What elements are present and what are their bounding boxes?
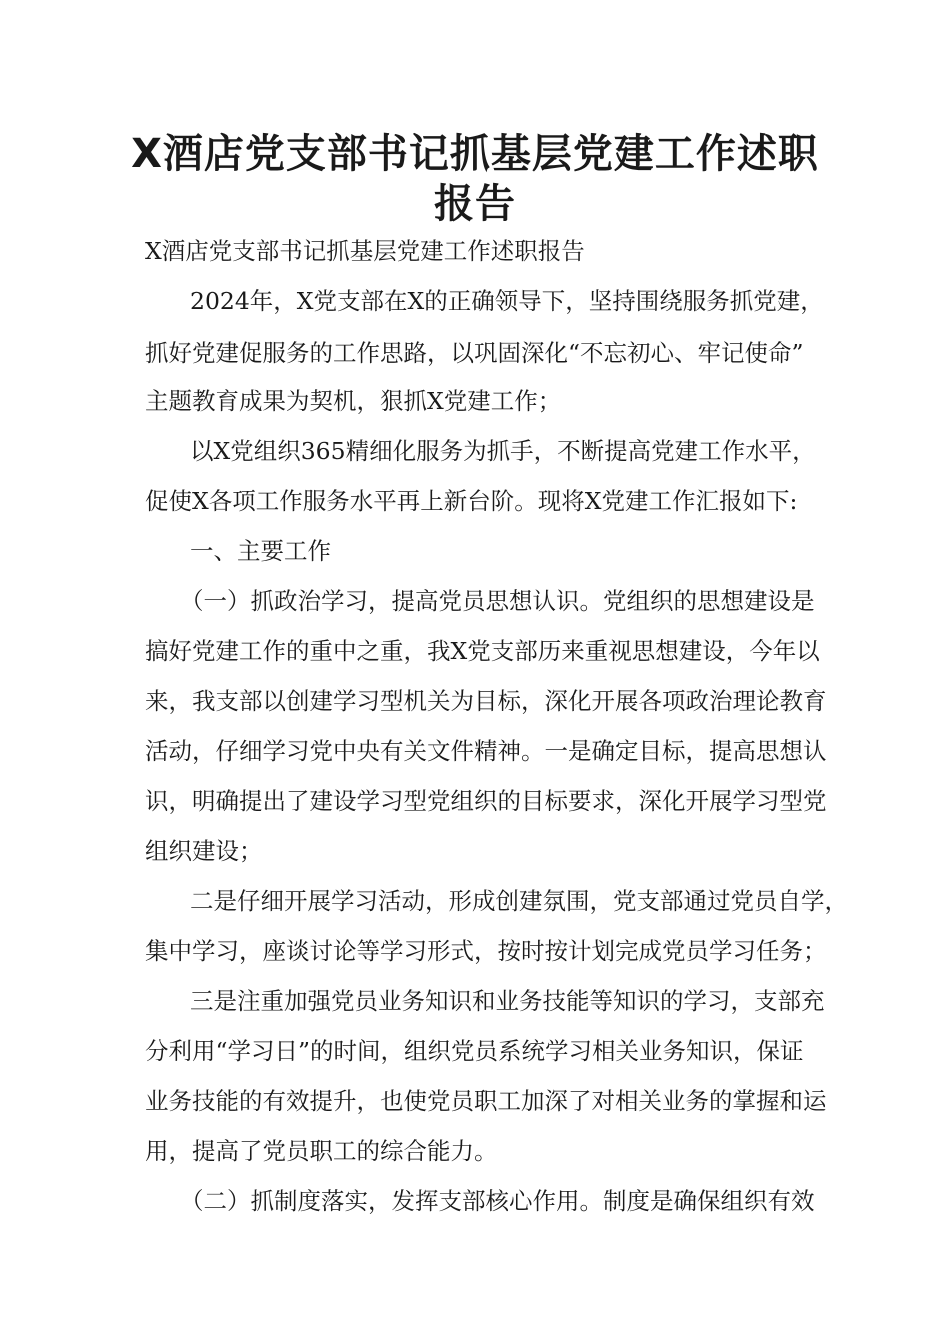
text-line: 促使X各项工作服务水平再上新台阶。现将X党建工作汇报如下: xyxy=(145,487,798,515)
text-line: 组织建设； xyxy=(145,837,263,865)
section-heading: 一、主要工作 xyxy=(190,537,331,565)
text-line: （一）抓政治学习，提高党员思想认识。党组织的思想建设是 xyxy=(180,587,815,615)
text-line: 主题教育成果为契机，狠抓X党建工作； xyxy=(145,387,562,415)
text-line: 以X党组织365精细化服务为抓手，不断提高党建工作水平， xyxy=(190,437,816,465)
text-line: 集中学习，座谈讨论等学习形式，按时按计划完成党员学习任务； xyxy=(145,937,827,965)
text-line: 抓好党建促服务的工作思路，以巩固深化“不忘初心、牢记使命” xyxy=(145,339,804,367)
text-line: 来，我支部以创建学习型机关为目标，深化开展各项政治理论教育 xyxy=(145,687,827,715)
document-title-line-2: 报告 xyxy=(434,181,516,227)
text-line: 搞好党建工作的重中之重，我X党支部历来重视思想建设，今年以 xyxy=(145,637,820,665)
text-line: 二是仔细开展学习活动，形成创建氛围，党支部通过党员自学， xyxy=(190,887,848,915)
text-line: 用，提高了党员职工的综合能力。 xyxy=(145,1137,498,1165)
text-line: 三是注重加强党员业务知识和业务技能等知识的学习，支部充 xyxy=(190,987,825,1015)
subtitle-line: X酒店党支部书记抓基层党建工作述职报告 xyxy=(145,237,585,265)
text-line: 2024年，X党支部在X的正确领导下，坚持围绕服务抓党建， xyxy=(190,287,824,315)
text-line: 识，明确提出了建设学习型党组织的目标要求，深化开展学习型党 xyxy=(145,787,827,815)
document-title-line-1: X酒店党支部书记抓基层党建工作述职 xyxy=(131,131,819,177)
text-line: 活动，仔细学习党中央有关文件精神。一是确定目标，提高思想认 xyxy=(145,737,827,765)
text-line: （二）抓制度落实，发挥支部核心作用。制度是确保组织有效 xyxy=(180,1187,815,1215)
text-line: 业务技能的有效提升，也使党员职工加深了对相关业务的掌握和运 xyxy=(145,1087,827,1115)
text-line: 分利用“学习日”的时间，组织党员系统学习相关业务知识，保证 xyxy=(145,1037,804,1065)
